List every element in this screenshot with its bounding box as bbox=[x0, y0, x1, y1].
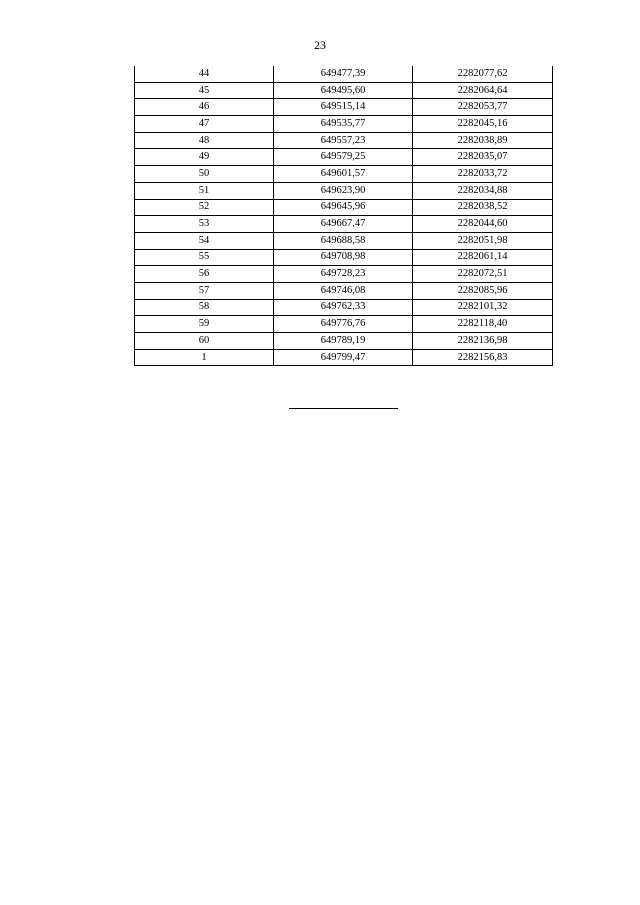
y-coordinate-cell: 2282038,89 bbox=[413, 132, 553, 149]
y-coordinate-cell: 2282156,83 bbox=[413, 349, 553, 366]
y-coordinate-cell: 2282118,40 bbox=[413, 316, 553, 333]
y-coordinate-cell: 2282045,16 bbox=[413, 116, 553, 133]
table-row bbox=[135, 166, 553, 183]
table-row bbox=[135, 299, 553, 316]
table-row bbox=[135, 182, 553, 199]
y-coordinate-cell: 2282038,52 bbox=[413, 199, 553, 216]
table-row bbox=[135, 316, 553, 333]
point-number-cell: 52 bbox=[135, 199, 274, 216]
point-number-cell: 1 bbox=[135, 349, 274, 366]
table-row bbox=[135, 149, 553, 166]
y-coordinate-cell: 2282064,64 bbox=[413, 82, 553, 99]
table-row bbox=[135, 66, 553, 82]
y-coordinate-cell: 2282044,60 bbox=[413, 216, 553, 233]
point-number-cell: 54 bbox=[135, 232, 274, 249]
x-coordinate-cell: 649746,08 bbox=[274, 282, 413, 299]
end-divider bbox=[289, 408, 398, 409]
point-number-cell: 51 bbox=[135, 182, 274, 199]
x-coordinate-cell: 649667,47 bbox=[274, 216, 413, 233]
table-row bbox=[135, 99, 553, 116]
y-coordinate-cell: 2282053,77 bbox=[413, 99, 553, 116]
table-row bbox=[135, 216, 553, 233]
point-number-cell: 44 bbox=[135, 66, 274, 82]
y-coordinate-cell: 2282035,07 bbox=[413, 149, 553, 166]
x-coordinate-cell: 649708,98 bbox=[274, 249, 413, 266]
x-coordinate-cell: 649623,90 bbox=[274, 182, 413, 199]
y-coordinate-cell: 2282051,98 bbox=[413, 232, 553, 249]
table-row bbox=[135, 349, 553, 366]
point-number-cell: 48 bbox=[135, 132, 274, 149]
x-coordinate-cell: 649645,96 bbox=[274, 199, 413, 216]
y-coordinate-cell: 2282061,14 bbox=[413, 249, 553, 266]
x-coordinate-cell: 649477,39 bbox=[274, 66, 413, 82]
point-number-cell: 58 bbox=[135, 299, 274, 316]
x-coordinate-cell: 649789,19 bbox=[274, 333, 413, 350]
point-number-cell: 55 bbox=[135, 249, 274, 266]
y-coordinate-cell: 2282077,62 bbox=[413, 66, 553, 82]
x-coordinate-cell: 649557,23 bbox=[274, 132, 413, 149]
table-row bbox=[135, 333, 553, 350]
y-coordinate-cell: 2282034,88 bbox=[413, 182, 553, 199]
page-number: 23 bbox=[314, 38, 326, 52]
point-number-cell: 45 bbox=[135, 82, 274, 99]
table-row bbox=[135, 282, 553, 299]
point-number-cell: 56 bbox=[135, 266, 274, 283]
point-number-cell: 60 bbox=[135, 333, 274, 350]
y-coordinate-cell: 2282101,32 bbox=[413, 299, 553, 316]
table-row bbox=[135, 132, 553, 149]
point-number-cell: 46 bbox=[135, 99, 274, 116]
x-coordinate-cell: 649515,14 bbox=[274, 99, 413, 116]
coordinates-table bbox=[134, 66, 553, 366]
table-row bbox=[135, 116, 553, 133]
x-coordinate-cell: 649728,23 bbox=[274, 266, 413, 283]
point-number-cell: 47 bbox=[135, 116, 274, 133]
table-row bbox=[135, 82, 553, 99]
coordinates-table-body bbox=[135, 66, 553, 366]
point-number-cell: 59 bbox=[135, 316, 274, 333]
point-number-cell: 50 bbox=[135, 166, 274, 183]
y-coordinate-cell: 2282072,51 bbox=[413, 266, 553, 283]
table-row bbox=[135, 266, 553, 283]
y-coordinate-cell: 2282136,98 bbox=[413, 333, 553, 350]
point-number-cell: 57 bbox=[135, 282, 274, 299]
x-coordinate-cell: 649776,76 bbox=[274, 316, 413, 333]
x-coordinate-cell: 649579,25 bbox=[274, 149, 413, 166]
y-coordinate-cell: 2282085,96 bbox=[413, 282, 553, 299]
y-coordinate-cell: 2282033,72 bbox=[413, 166, 553, 183]
x-coordinate-cell: 649688,58 bbox=[274, 232, 413, 249]
x-coordinate-cell: 649762,33 bbox=[274, 299, 413, 316]
point-number-cell: 49 bbox=[135, 149, 274, 166]
x-coordinate-cell: 649601,57 bbox=[274, 166, 413, 183]
table-row bbox=[135, 199, 553, 216]
x-coordinate-cell: 649495,60 bbox=[274, 82, 413, 99]
x-coordinate-cell: 649799,47 bbox=[274, 349, 413, 366]
x-coordinate-cell: 649535,77 bbox=[274, 116, 413, 133]
table-row bbox=[135, 249, 553, 266]
point-number-cell: 53 bbox=[135, 216, 274, 233]
table-row bbox=[135, 232, 553, 249]
